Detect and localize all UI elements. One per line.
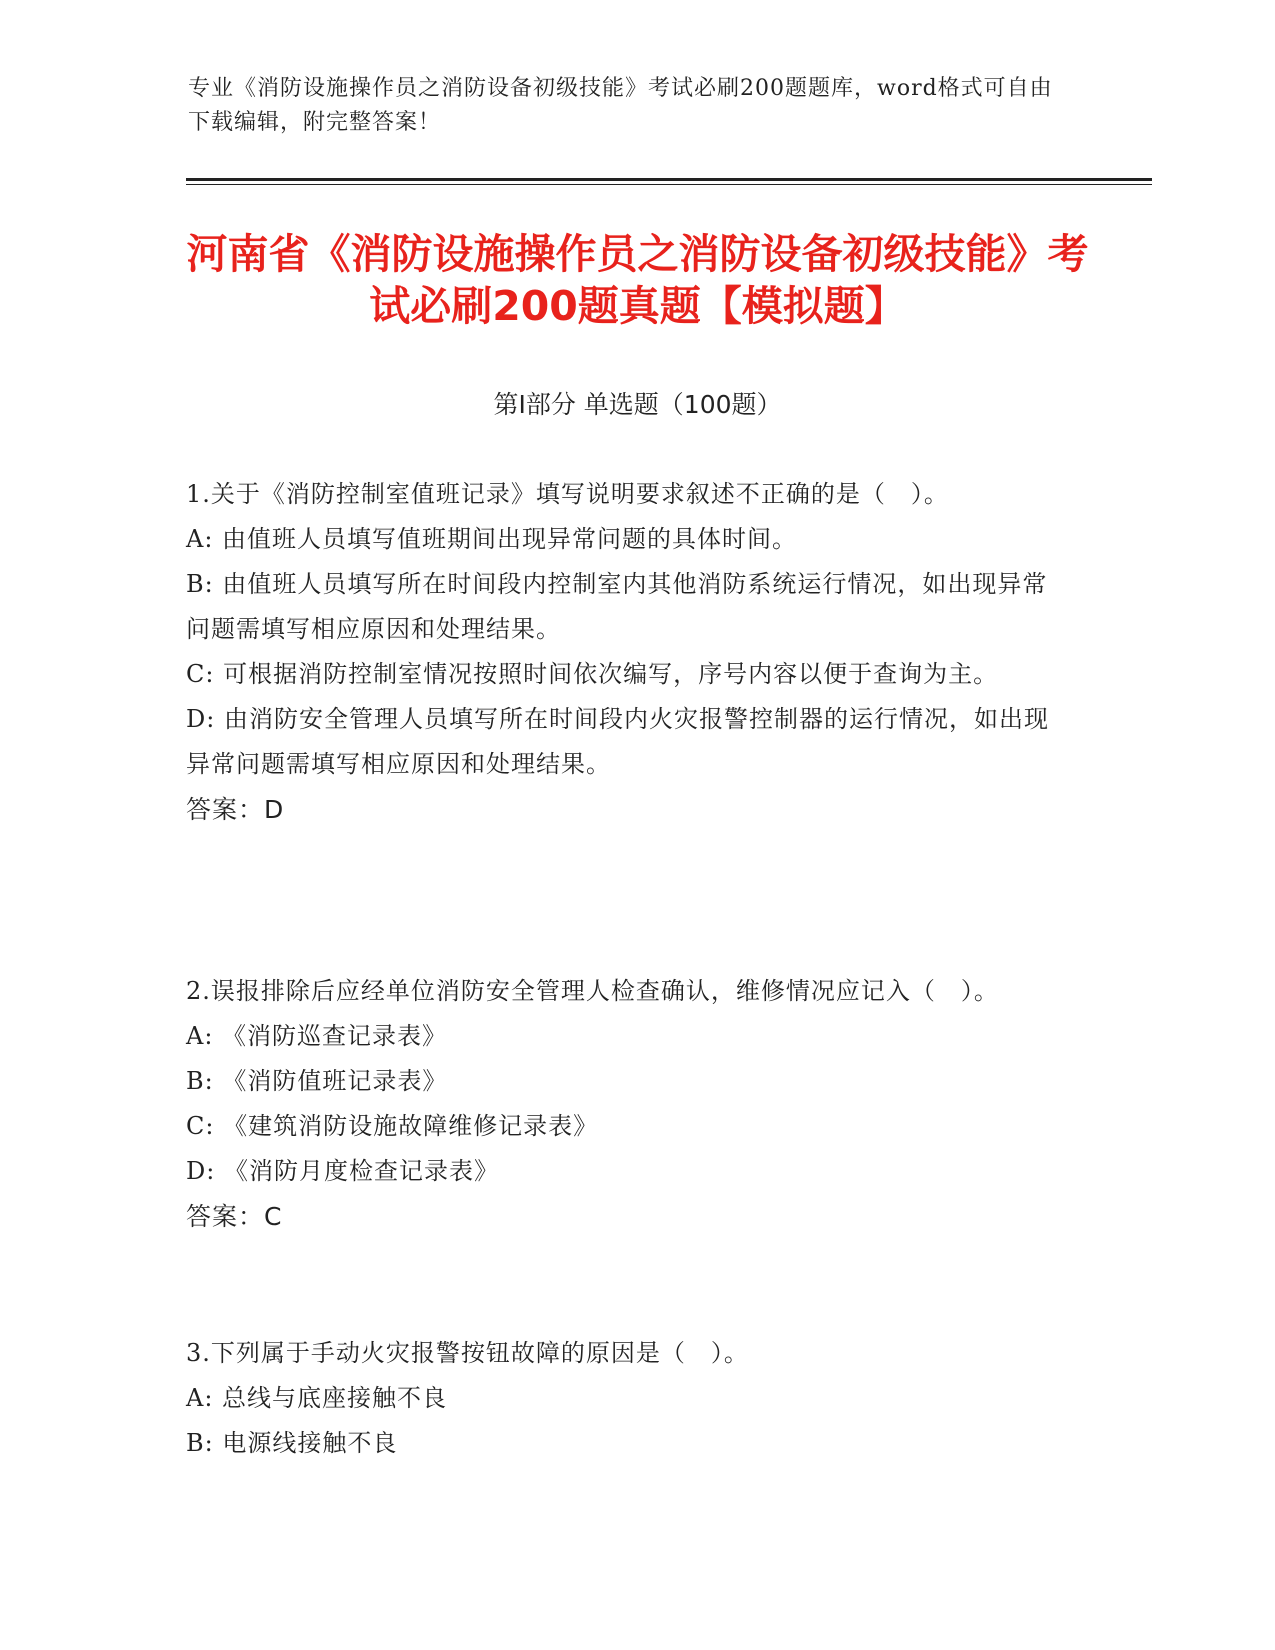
answer: 答案：C	[186, 1202, 283, 1231]
header-note: 专业《消防设施操作员之消防设备初级技能》考试必刷200题题库，word格式可自由下载编辑，附完整答案！	[188, 76, 1053, 135]
option-a: A: 《消防巡查记录表》	[186, 1022, 448, 1050]
option-b: B: 《消防值班记录表》	[186, 1067, 448, 1095]
question-stem: 3.下列属于手动火灾报警按钮故障的原因是（ ）。	[186, 1339, 749, 1367]
question-2	[186, 969, 1066, 1239]
answer: 答案：D	[186, 795, 285, 824]
header-divider-thick	[186, 178, 1152, 181]
document-title: 河南省《消防设施操作员之消防设备初级技能》考试必刷200题真题【模拟题】	[186, 230, 1089, 330]
question-stem: 2.误报排除后应经单位消防安全管理人检查确认，维修情况应记入（ ）。	[186, 977, 999, 1005]
option-c: C: 《建筑消防设施故障维修记录表》	[186, 1112, 599, 1140]
option-d: D: 由消防安全管理人员填写所在时间段内火灾报警控制器的运行情况，如出现异常问题需填写相应原因和处理结果。	[186, 705, 1049, 778]
section-heading: 第Ⅰ部分 单选题（100题）	[493, 390, 782, 419]
option-a: A: 总线与底座接触不良	[186, 1384, 448, 1412]
question-1	[186, 472, 1066, 832]
option-b: B: 由值班人员填写所在时间段内控制室内其他消防系统运行情况，如出现异常问题需填写相应原因和处理结果。	[186, 570, 1048, 643]
question-stem: 1.关于《消防控制室值班记录》填写说明要求叙述不正确的是（ ）。	[186, 480, 949, 508]
option-b: B: 电源线接触不良	[186, 1429, 398, 1457]
option-a: A: 由值班人员填写值班期间出现异常问题的具体时间。	[186, 525, 798, 553]
option-c: C: 可根据消防控制室情况按照时间依次编写，序号内容以便于查询为主。	[186, 660, 999, 688]
header-divider-thin	[186, 184, 1152, 185]
option-d: D: 《消防月度检查记录表》	[186, 1157, 499, 1185]
question-3	[186, 1331, 1066, 1466]
